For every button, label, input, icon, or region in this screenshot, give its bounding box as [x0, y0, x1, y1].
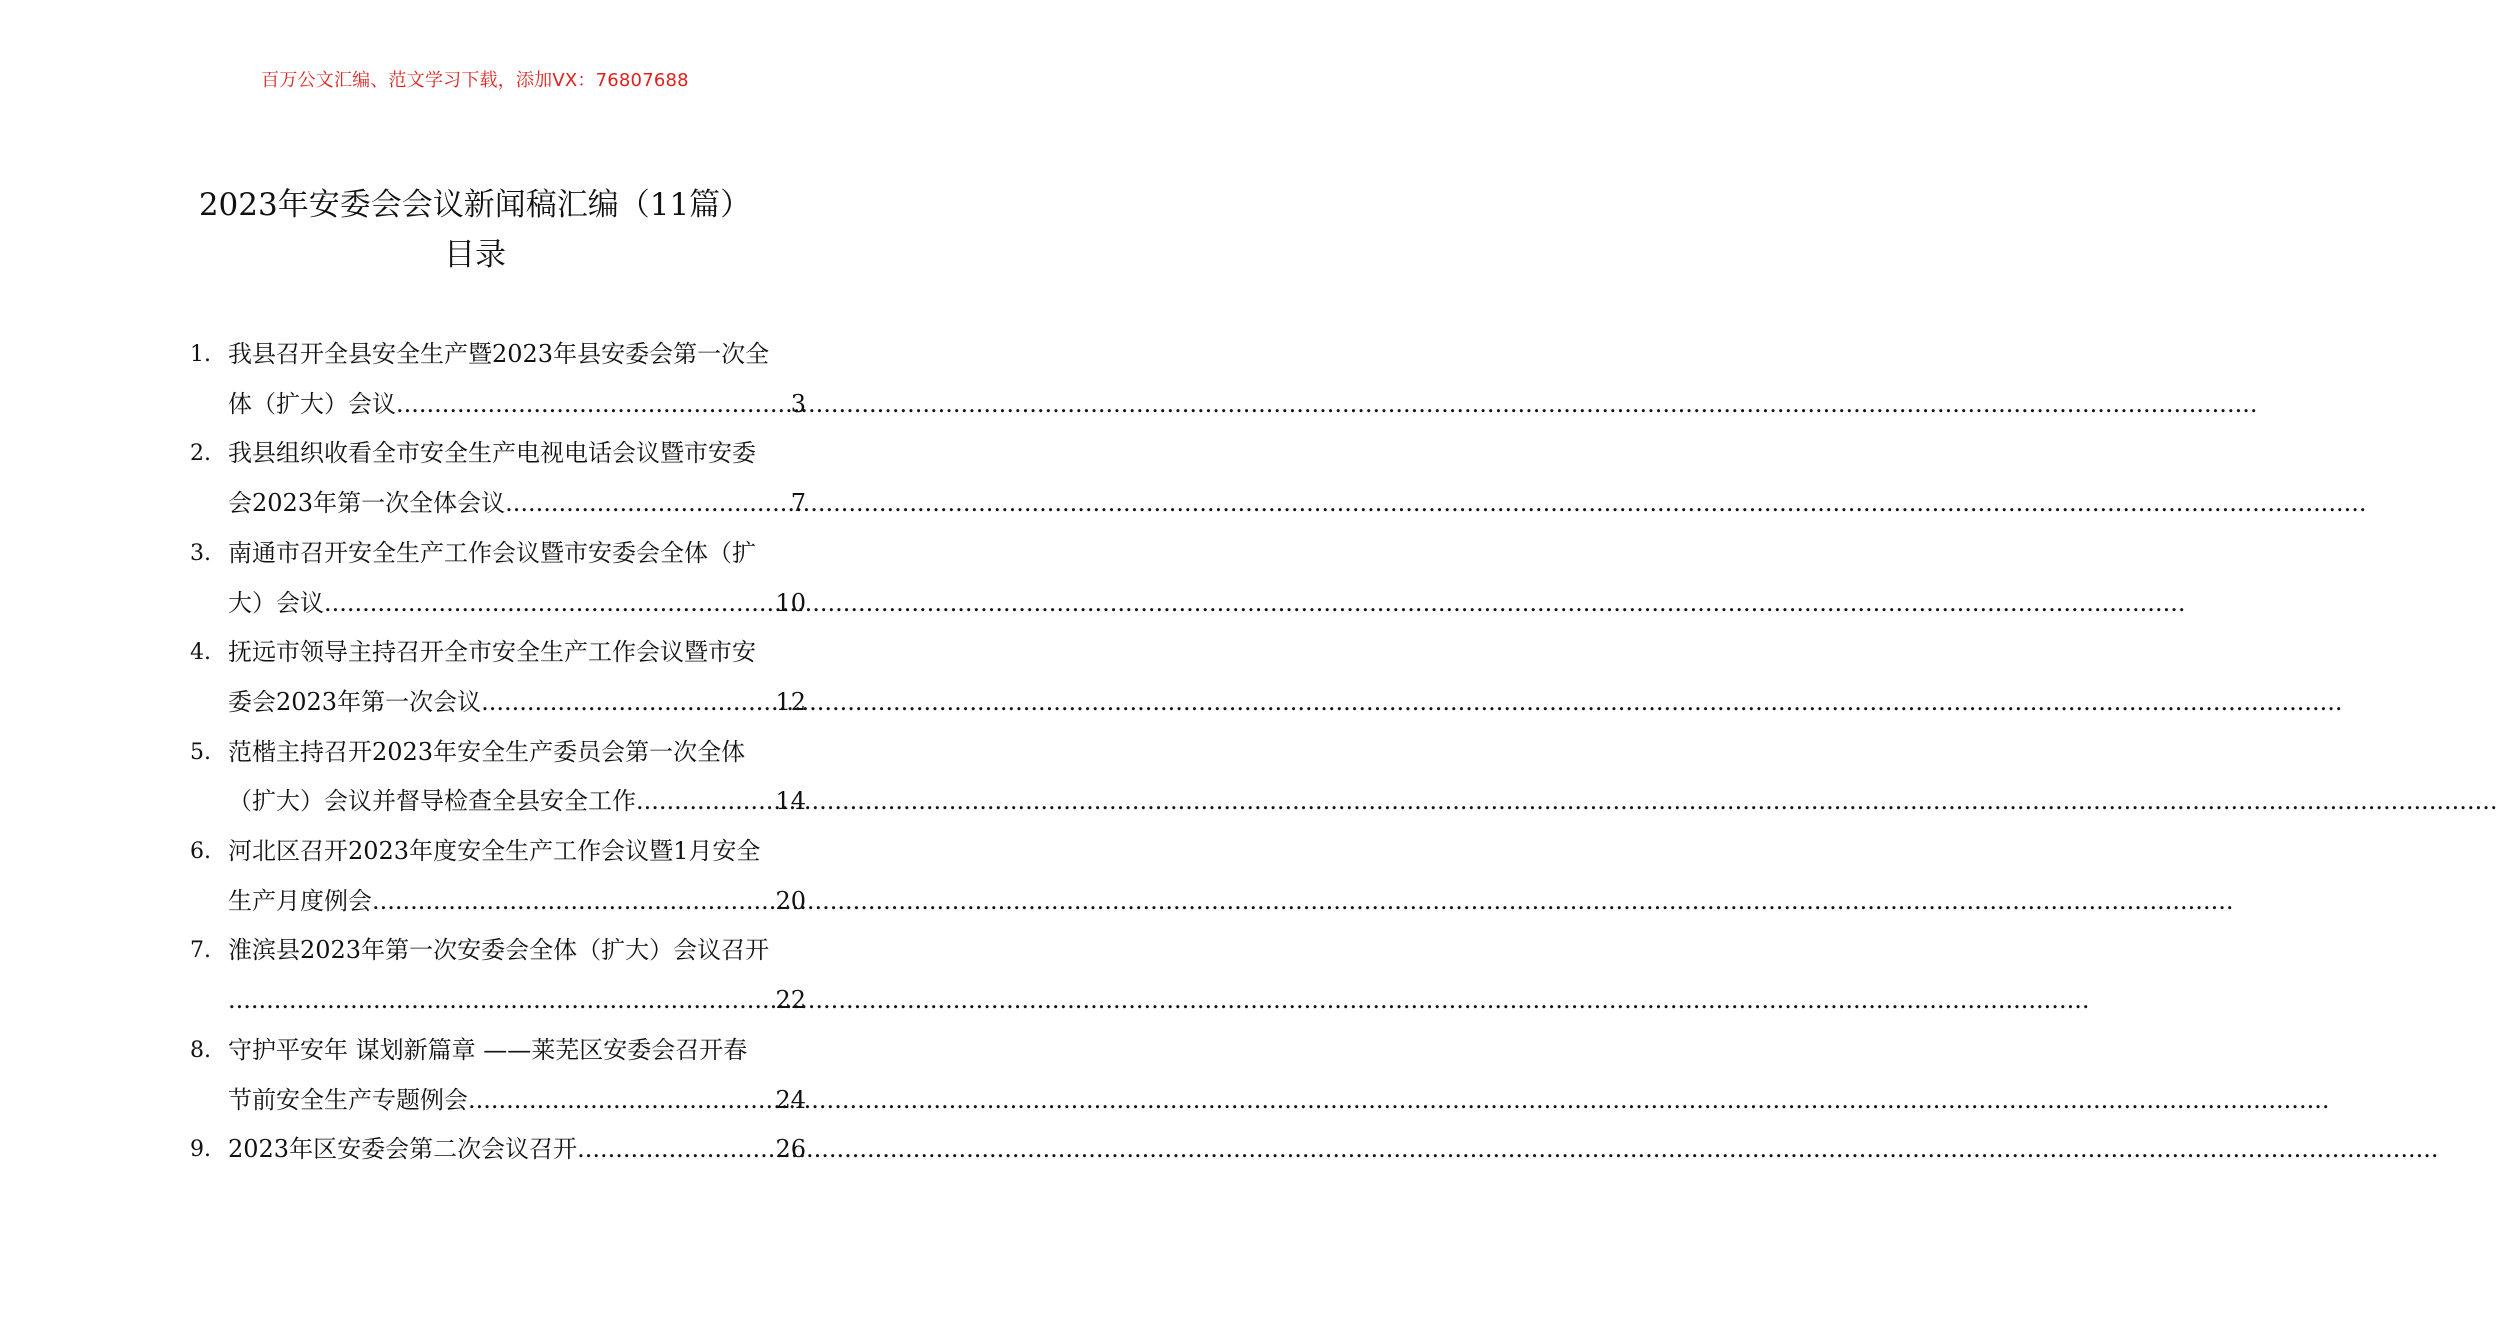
toc-item-number: 8. [190, 1037, 211, 1063]
toc-leader-dots [372, 877, 774, 927]
toc-item-title-line2: （扩大）会议并督导检查全县安全工作 [228, 787, 636, 816]
header-note: 百万公文汇编、范文学习下载，添加VX：76807688 [261, 70, 689, 91]
toc-page-number: 10 [775, 588, 806, 617]
toc-item-4[interactable] [190, 628, 806, 727]
toc-item-title-line1: 抚远市领导主持召开全市安全生产工作会议暨市安 [228, 638, 756, 667]
toc-item-number: 3. [190, 540, 211, 566]
toc-page-number: 24 [775, 1085, 806, 1114]
toc-page-number: 3 [790, 389, 806, 418]
toc-leader-dots [468, 1076, 774, 1126]
toc-item-6[interactable] [190, 827, 806, 926]
toc-item-title-line2: 体（扩大）会议 [228, 389, 396, 418]
toc-leader-dots [505, 479, 790, 529]
toc-item-number: 6. [190, 839, 211, 865]
toc-leader-dots [396, 380, 790, 430]
toc-leader-dots [228, 976, 774, 1026]
toc-item-number: 9. [190, 1137, 211, 1163]
toc-item-7[interactable] [190, 926, 806, 1025]
toc-item-9[interactable] [190, 1125, 806, 1175]
toc-item-title-line1: 淮滨县2023年第一次安委会全体（扩大）会议召开 [228, 936, 770, 965]
toc-page-number: 7 [790, 489, 806, 518]
toc-page-number: 20 [775, 886, 806, 915]
toc-page-number: 26 [775, 1135, 806, 1164]
toc-leader-dots [481, 678, 774, 728]
toc-item-3[interactable] [190, 529, 806, 628]
toc-item-title-line1: 河北区召开2023年度安全生产工作会议暨1月安全 [228, 837, 761, 866]
toc-leader-dots [324, 579, 774, 629]
toc-item-title-line2: 生产月度例会 [228, 886, 372, 915]
toc-item-title-line1: 范楷主持召开2023年安全生产委员会第一次全体 [228, 737, 746, 766]
toc-item-8[interactable] [190, 1026, 806, 1125]
toc-item-title-line1: 我县组织收看全市安全生产电视电话会议暨市安委 [228, 439, 756, 468]
toc-item-1[interactable] [190, 330, 806, 429]
toc-item-title-line2: 大）会议 [228, 588, 324, 617]
toc-item-title-line2: 2023年区安委会第二次会议召开 [228, 1135, 578, 1164]
toc-item-number: 2. [190, 441, 211, 467]
toc-item-number: 4. [190, 640, 211, 666]
toc-item-title-line1: 我县召开全县安全生产暨2023年县安委会第一次全 [228, 340, 770, 368]
toc-page-number: 12 [775, 687, 806, 716]
toc-item-number: 7. [190, 938, 211, 964]
toc-leader-dots [577, 1125, 774, 1175]
toc-item-5[interactable] [190, 728, 806, 827]
toc-item-title-line2: 节前安全生产专题例会 [228, 1085, 468, 1114]
document-subtitle: 目录 [444, 237, 506, 273]
table-of-contents [190, 330, 806, 1175]
toc-item-title-line2: 会2023年第一次全体会议 [228, 489, 506, 518]
toc-item-title-line2: 委会2023年第一次会议 [228, 687, 482, 716]
toc-item-2[interactable] [190, 429, 806, 528]
document-title: 2023年安委会会议新闻稿汇编（11篇） [198, 187, 752, 223]
toc-page-number: 14 [775, 787, 806, 816]
toc-item-number: 5. [190, 739, 211, 765]
toc-item-number: 1. [190, 342, 211, 367]
toc-leader-dots [636, 777, 774, 827]
toc-item-title-line1: 守护平安年 谋划新篇章 ——莱芜区安委会召开春 [228, 1035, 748, 1064]
toc-page-number: 22 [775, 986, 806, 1015]
toc-item-title-line1: 南通市召开安全生产工作会议暨市安委会全体（扩 [228, 538, 756, 567]
